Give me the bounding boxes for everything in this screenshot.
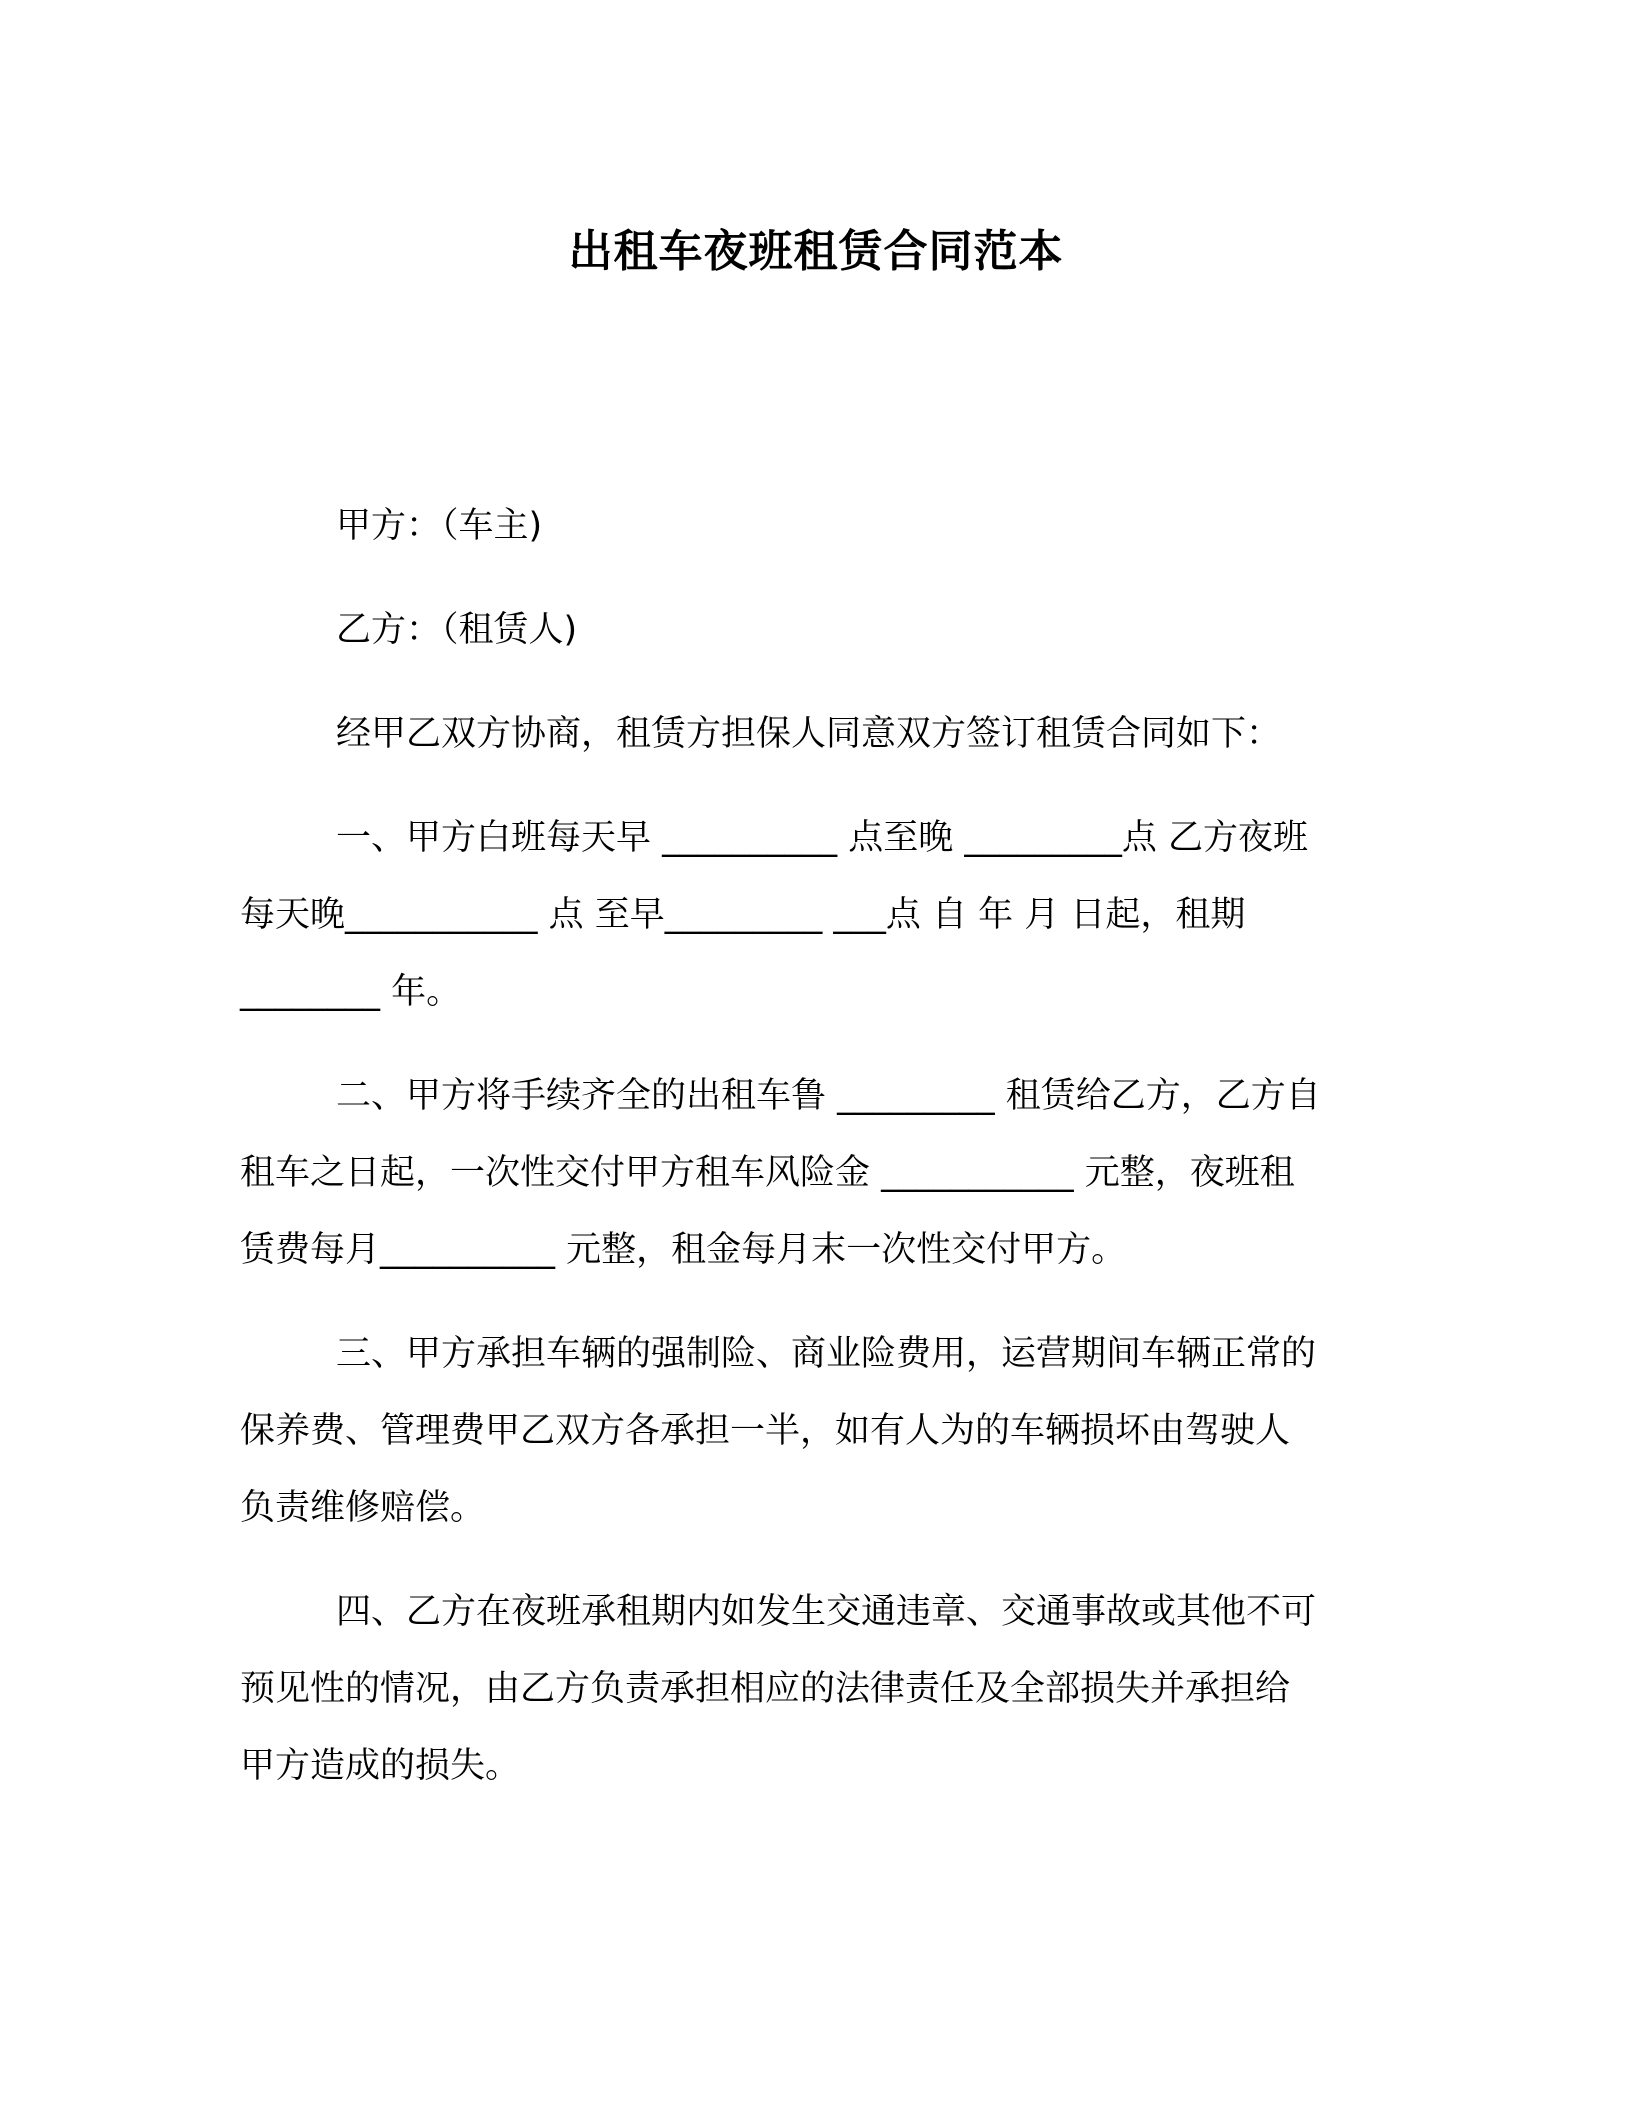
clause-3-line-2: 保养费、管理费甲乙双方各承担一半，如有人为的车辆损坏由驾驶人 [240,1411,1291,1451]
intro-paragraph: 经甲乙双方协商，租赁方担保人同意双方签订租赁合同如下： [336,714,1282,754]
clause-2-line-3: 赁费每月__________ 元整，租金每月末一次性交付甲方。 [240,1230,1127,1270]
clause-4-line-3: 甲方造成的损失。 [240,1746,521,1786]
party-a-line: 甲方：（车主) [336,506,543,546]
clause-2-line-2: 租车之日起，一次性交付甲方租车风险金 ___________ 元整，夜班租 [240,1153,1295,1193]
document-title: 出租车夜班租赁合同范本 [568,226,1064,277]
clause-1-line-1: 一、甲方白班每天早 __________ 点至晚 _________点 乙方夜班 [336,818,1309,858]
clause-4-line-1: 四、乙方在夜班承租期内如发生交通违章、交通事故或其他不可 [336,1592,1317,1632]
clause-2-line-1: 二、甲方将手续齐全的出租车鲁 _________ 租赁给乙方，乙方自 [336,1076,1321,1116]
party-b-line: 乙方：（租赁人) [336,610,578,650]
clause-4-line-2: 预见性的情况，由乙方负责承担相应的法律责任及全部损失并承担给 [240,1669,1291,1709]
clause-1-line-2: 每天晚___________ 点 至早_________ ___点 自 年 月 日起，租期 [240,895,1246,935]
clause-3-line-3: 负责维修赔偿。 [240,1488,486,1528]
clause-3-line-1: 三、甲方承担车辆的强制险、商业险费用，运营期间车辆正常的 [336,1334,1317,1374]
clause-1-line-3: ________ 年。 [240,972,462,1012]
